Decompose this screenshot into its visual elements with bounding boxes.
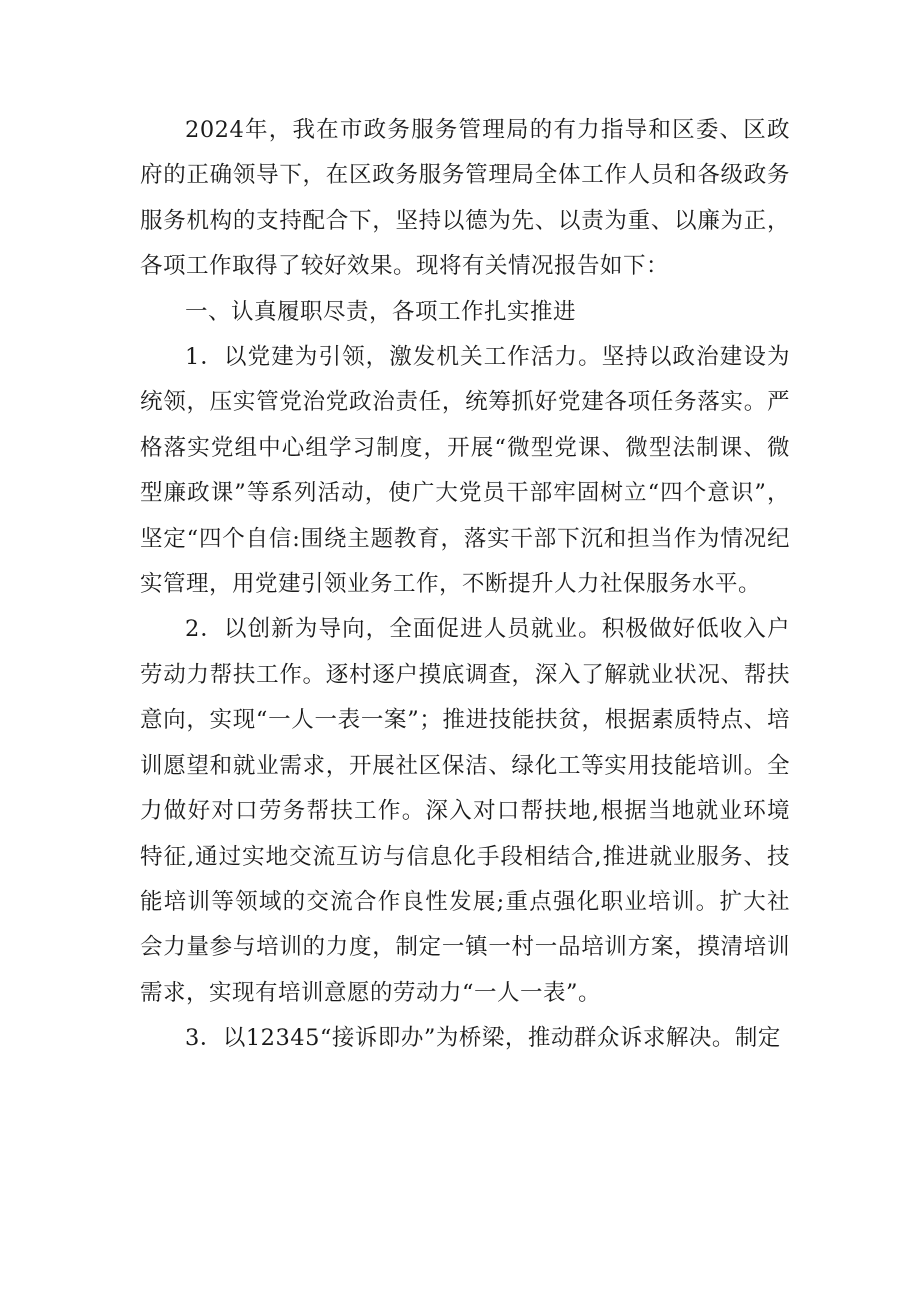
document-body	[140, 108, 790, 1062]
paragraph-item-3: 3．以12345“接诉即办”为桥梁，推动群众诉求解决。制定	[185, 1025, 781, 1052]
section-heading-1: 一、认真履职尽责，各项工作扎实推进	[185, 298, 577, 325]
paragraph-item-2: 2．以创新为导向，全面促进人员就业。积极做好低收入户劳动力帮扶工作。逐村逐户摸底调查，深入了解就业状况、帮扶意向，实现“一人一表一案”；推进技能扶贫，根据素质特点、培训愿望和就业需求，开展社区保洁、绿化工等实用技能培训。全力做好对口劳务帮扶工作。深入对口帮扶地,根据当地就业环境特征,通过实地交流互访与信息化手段相结合,推进就业服务、技能培训等领域的交流合作良性发展;重点强化职业培训。扩大社会力量参与培训的力度，制定一镇一村一品培训方案，摸清培训需求，实现有培训意愿的劳动力“一人一表”。	[140, 616, 790, 1006]
paragraph-intro: 2024年，我在市政务服务管理局的有力指导和区委、区政府的正确领导下，在区政务服务管理局全体工作人员和各级政务服务机构的支持配合下，坚持以德为先、以责为重、以廉为正，各项工作取得了较好效果。现将有关情况报告如下：	[140, 117, 790, 280]
paragraph-item-1: 1．以党建为引领，激发机关工作活力。坚持以政治建设为统领，压实管党治党政治责任，统筹抓好党建各项任务落实。严格落实党组中心组学习制度，开展“微型党课、微型法制课、微型廉政课”等系列活动，使广大党员干部牢固树立“四个意识”，坚定“四个自信:围绕主题教育，落实干部下沉和担当作为情况纪实管理，用党建引领业务工作，不断提升人力社保服务水平。	[140, 344, 790, 598]
